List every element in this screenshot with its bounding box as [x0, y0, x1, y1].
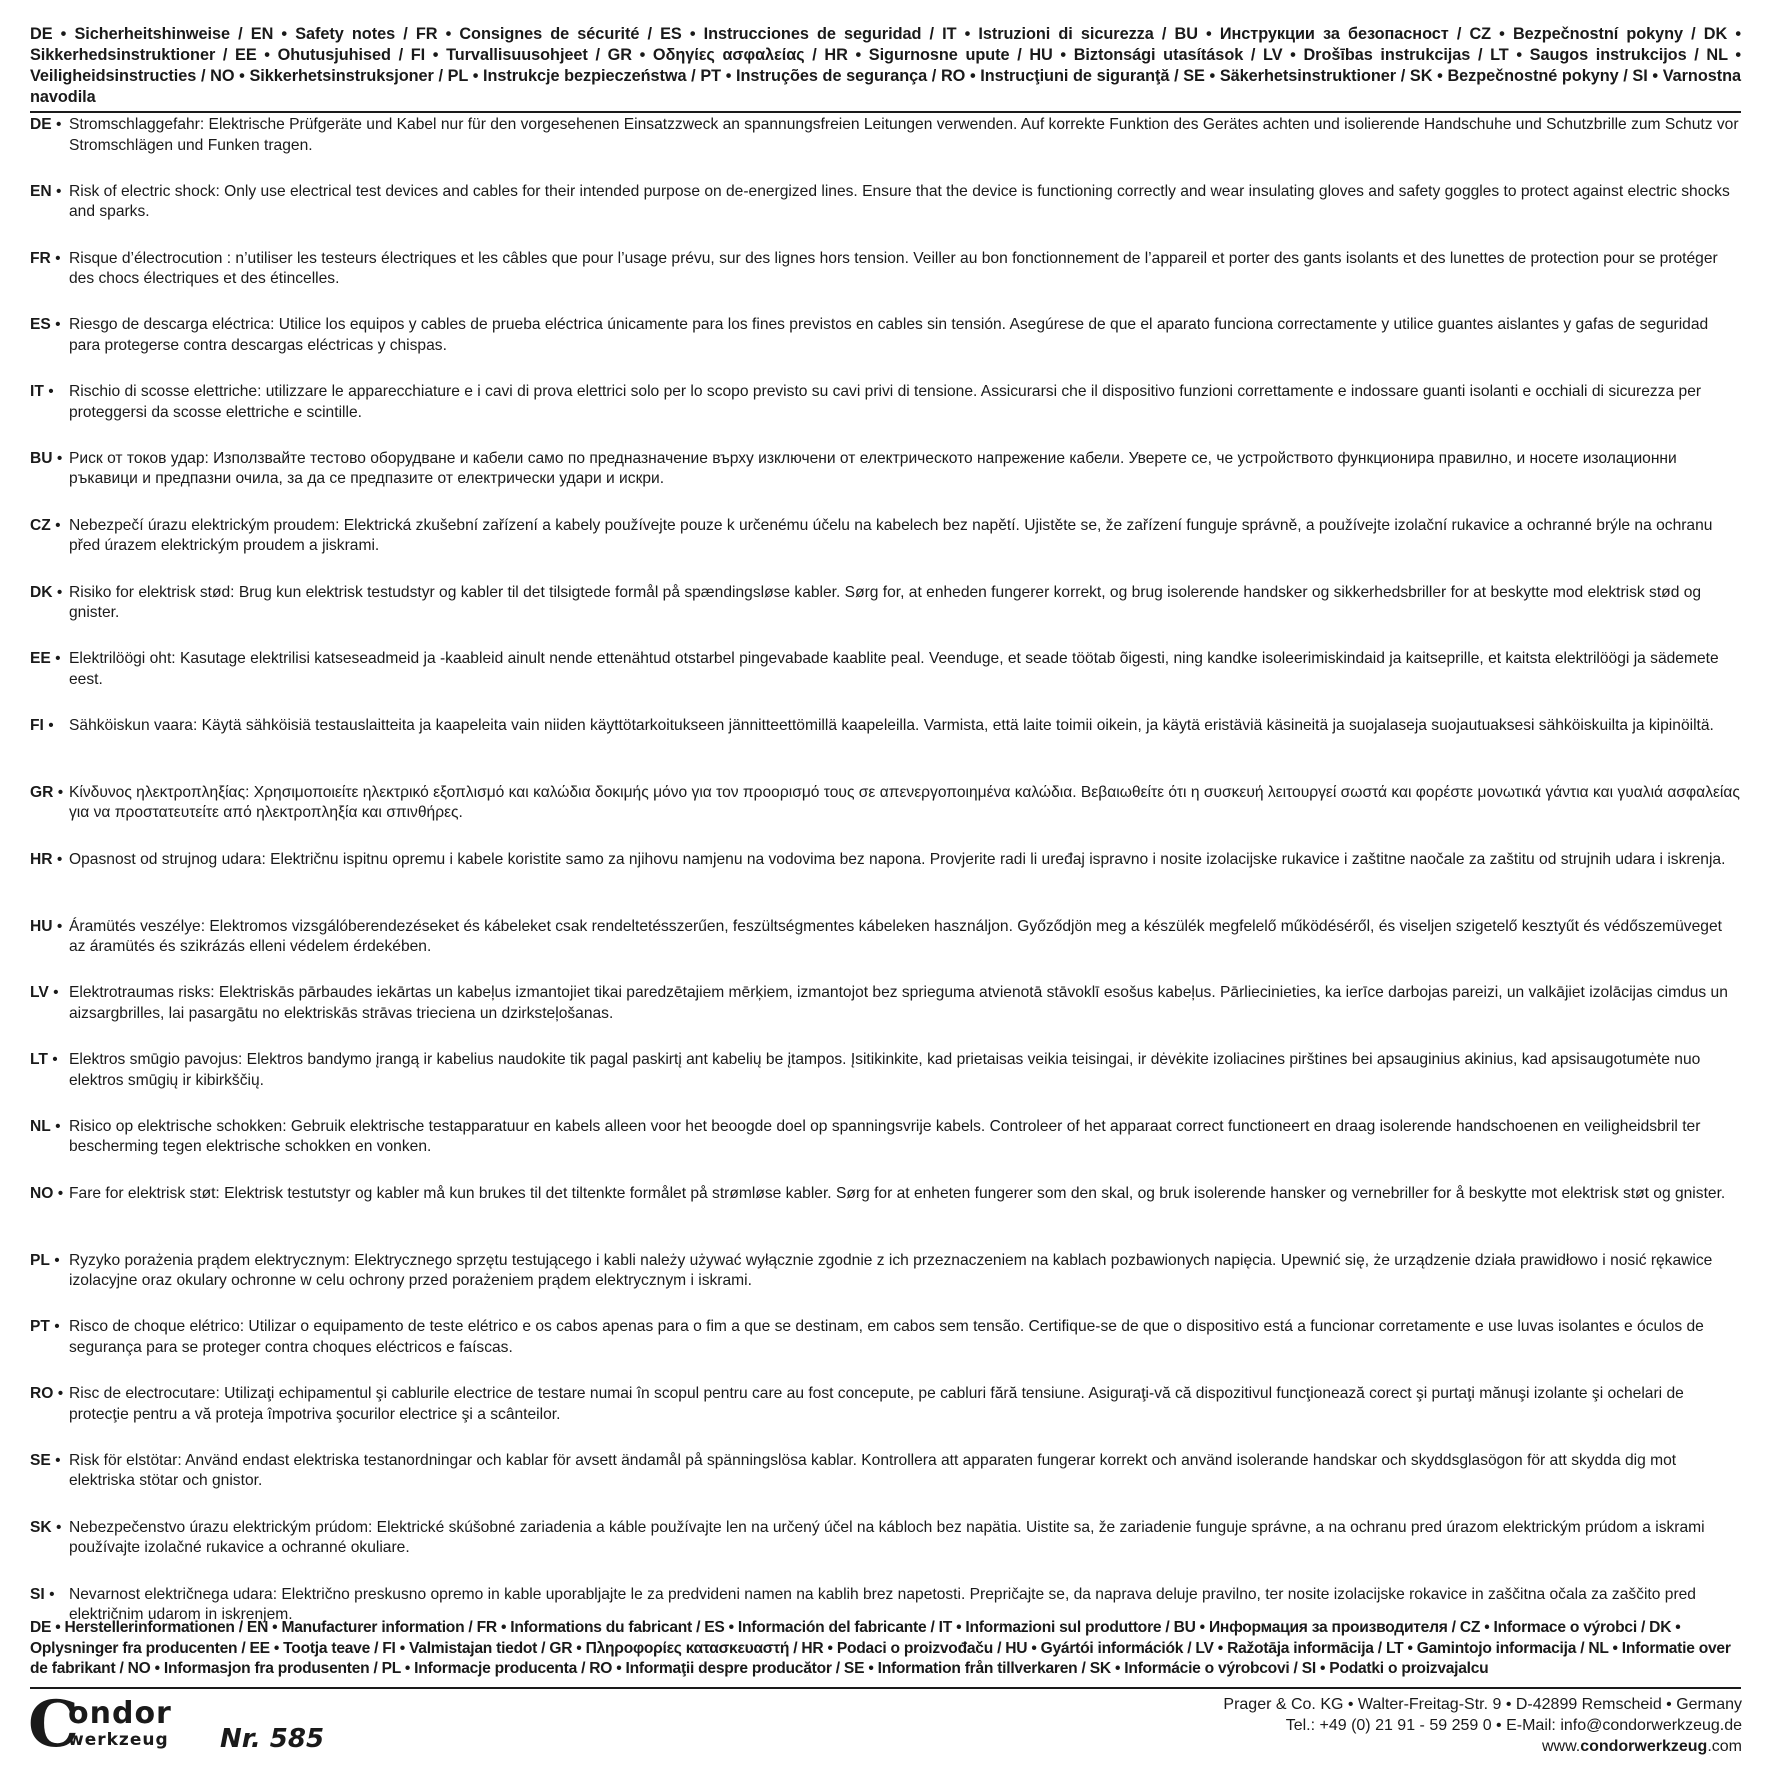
language-code: SE •: [30, 1451, 61, 1469]
safety-note-en: [30, 182, 1741, 249]
safety-note-text: Elektrotraumas risks: Elektriskās pārbaudes iekārtas un kabeļus izmantojiet tikai paredzētajiem mērķiem, izmantojot bez sprieguma atvienotā stāvoklī esošus kabeļus. Pārliecinieties, ka ierīce darbojas pareizi, un valkājiet izolācijas cimdus un aizsargbrilles, lai pasargātu no elektriskās strāvas trieciena un dzirksteļošanas.: [69, 984, 1728, 1022]
safety-note-text: Risque d’électrocution : n’utiliser les testeurs électriques et les câbles que pour l’usage prévu, sur des lignes hors tension. Veiller au bon fonctionnement de l’appareil et porter des gants isolants et des lunettes de protection pour se protéger des chocs électriques et des étincelles.: [69, 249, 1718, 288]
language-code: LT •: [30, 1051, 58, 1069]
safety-note-text: Risco de choque elétrico: Utilizar o equipamento de teste elétrico e os cabos apenas para o fim a que se destinam, em cabos sem tensão. Certifique-se de que o dispositivo está a funcionar corretamente e use luvas isolantes e óculos de segurança para se proteger contra choques eléctricos e faíscas.: [69, 1318, 1704, 1356]
language-code-label: PL: [30, 1251, 50, 1269]
safety-note-text: Elektros smūgio pavojus: Elektros bandymo įrangą ir kabelius naudokite tik pagal paskirtį ant kabelių be įtampos. Įsitikinkite, kad prietaisas veikia teisingai, ir dėvėkite izoliacines pirštines bei apsauginius akinius, kad apsisaugotumėte nuo elektros smūgių ir kibirkščių.: [69, 1051, 1701, 1089]
safety-note-text: Risc de electrocutare: Utilizaţi echipamentul şi cablurile electrice de testare numai în scopul pentru care au fost concepute, pe cabluri fără tensiune. Asiguraţi-vă că dispozitivul funcţionează corect şi purtaţi mănuşi izolante şi ochelari de protecţie pentru a vă proteja împotriva şocurilor electrice şi a scânteilor.: [69, 1385, 1684, 1423]
language-code-label: LV: [30, 984, 49, 1002]
safety-notes-list: [30, 115, 1741, 1651]
language-code: SK •: [30, 1518, 62, 1536]
safety-note-pt: [30, 1317, 1741, 1384]
language-code: DK •: [30, 583, 63, 601]
language-code: HU •: [30, 917, 63, 935]
condor-logo: [28, 1687, 208, 1762]
safety-note-fr: [30, 249, 1741, 316]
header-divider: [30, 111, 1741, 113]
language-code: FI •: [30, 717, 54, 735]
language-code: PL •: [30, 1251, 60, 1269]
safety-note-text: Stromschlaggefahr: Elektrische Prüfgeräte und Kabel nur für den vorgesehenen Einsatzzweck an spannungsfreien Leitungen verwenden. Auf korrekte Funktion des Gerätes achten und isolierende Handschuhe und Schutzbrille zum Schutz vor Stromschlägen und Funken tragen.: [69, 116, 1739, 154]
safety-note-ro: [30, 1384, 1741, 1451]
website-link[interactable]: [1223, 1736, 1742, 1757]
safety-note-text: Fare for elektrisk støt: Elektrisk testutstyr og kabler må kun brukes til det tiltenkte formålet på strømløse kabler. Sørg for at enheten fungerer som den skal, og bruk isolerende hansker og vernebriller for å beskytte mot elektrisk støt og gnister.: [69, 1184, 1726, 1202]
language-code-label: HR: [30, 850, 53, 868]
language-code-label: FR: [30, 249, 51, 267]
language-code-label: BU: [30, 449, 53, 467]
logo-letter: C: [28, 1687, 79, 1762]
safety-note-gr: [30, 783, 1741, 850]
language-code-label: CZ: [30, 516, 51, 534]
safety-note-text: Κίνδυνος ηλεκτροπληξίας: Χρησιμοποιείτε ηλεκτρικό εξοπλισμό και καλώδια δοκιμής μόνο για τον προορισμό τους σε απενεργοποιημένα καλώδια. Βεβαιωθείτε ότι η συσκευή λειτουργεί σωστά και φορέστε μονωτικά γάντια και γυαλιά ασφαλείας για να προστατευτείτε από ηλεκτροπληξία και σπινθήρες.: [69, 783, 1740, 822]
safety-note-dk: [30, 583, 1741, 650]
language-code-label: EN: [30, 182, 52, 200]
language-code-label: LT: [30, 1051, 48, 1069]
safety-note-text: Riesgo de descarga eléctrica: Utilice los equipos y cables de prueba eléctrica únicamente para los fines previstos en cables sin tensión. Asegúrese de que el aparato funciona correctamente y utilice guantes aislantes y gafas de seguridad para protegerse contra descargas eléctricas y chispas.: [69, 316, 1709, 354]
language-code: EN •: [30, 182, 62, 200]
language-code: GR •: [30, 783, 64, 801]
safety-note-text: Risk för elstötar: Använd endast elektriska testanordningar och kablar för avsett ändamål på spänningslösa kablar. Kontrollera att apparaten fungerar korrekt och använd isolerande handskar och skyddsglasögon för att skydda dig mot elektriska stötar och gnistor.: [69, 1451, 1677, 1490]
web-suffix: .com: [1707, 1738, 1742, 1755]
contact-line: Tel.: +49 (0) 21 91 - 59 259 0 • E-Mail: info@condorwerkzeug.de: [1285, 1717, 1742, 1734]
language-code-label: GR: [30, 783, 54, 801]
language-code-label: RO: [30, 1385, 54, 1403]
language-code-label: DK: [30, 583, 53, 601]
web-prefix: www.: [1541, 1738, 1581, 1755]
safety-note-text: Nebezpečenstvo úrazu elektrickým prúdom: Elektrické skúšobné zariadenia a káble používajte len na určený účel na kábloch bez napätia. Uistite sa, že zariadenie funguje správne, a na ochranu pred úrazom elektrickým prúdom a iskrami používajte izolačné rukavice a ochranné okuliare.: [69, 1518, 1705, 1557]
safety-note-it: [30, 382, 1741, 449]
address-line: Prager & Co. KG • Walter-Freitag-Str. 9 • D-42899 Remscheid • Germany: [1223, 1696, 1742, 1713]
safety-note-lv: [30, 983, 1741, 1050]
safety-note-de: [30, 115, 1741, 182]
logo-word: ondor: [68, 1696, 172, 1731]
footer-divider: [30, 1687, 1741, 1689]
language-code: BU •: [30, 449, 63, 467]
language-code-label: DE: [30, 116, 52, 133]
safety-note-text: Elektrilöögi oht: Kasutage elektrilisi katseseadmeid ja -kaableid ainult nende ettenähtud otstarbel pingevabade kaablite peal. Veenduge, et seade töötab õigesti, ning kandke isoleerimiskindaid ja kaitseprille, et kaitsta elektrilöögi ja sädemete eest.: [69, 650, 1719, 688]
language-code-label: SI: [30, 1585, 45, 1603]
safety-sheet: [30, 24, 1741, 1651]
language-code-label: NL: [30, 1117, 51, 1135]
safety-note-no: [30, 1184, 1741, 1251]
safety-note-text: Nebezpečí úrazu elektrickým proudem: Elektrická zkušební zařízení a kabely používejte pouze k určenému účelu na kabelech bez napětí. Ujistěte se, že zařízení funguje správně, a používejte izolační rukavice a ochranné brýle na ochranu před úrazem elektrickým proudem a jiskrami.: [69, 516, 1713, 555]
language-code: FR •: [30, 249, 61, 267]
language-code-label: HU: [30, 917, 53, 935]
web-domain: condorwerkzeug: [1580, 1738, 1708, 1755]
safety-note-text: Opasnost od strujnog udara: Električnu ispitnu opremu i kabele koristite samo za njihovu namjenu na vodovima bez napona. Provjerite radi li uređaj ispravno i nosite izolacijske rukavice i zaštitne naočale za zaštitu od strujnih udara i iskrenja.: [69, 850, 1726, 868]
language-code-label: ES: [30, 316, 51, 334]
language-code: LV •: [30, 984, 59, 1002]
safety-note-text: Риск от токов удар: Използвайте тестово оборудване и кабели само по предназначение върху изключени от електрическото напрежение кабели. Уверете се, че устройството функционира правилно, и носете изолационни ръкавици и предпазни очила, за да се предпазите от електрически удари и искри.: [69, 449, 1677, 488]
safety-note-ee: [30, 649, 1741, 716]
logo-subtitle: werkzeug: [68, 1730, 169, 1750]
language-code: ES •: [30, 316, 61, 334]
safety-note-se: [30, 1451, 1741, 1518]
language-code: IT •: [30, 383, 54, 401]
safety-note-hr: [30, 850, 1741, 917]
safety-note-cz: [30, 516, 1741, 583]
safety-note-pl: [30, 1251, 1741, 1318]
language-code-label: PT: [30, 1318, 50, 1336]
safety-note-text: Áramütés veszélye: Elektromos vizsgálóberendezéseket és kábeleket csak rendeltetésszerűen, feszültségmentes kábeleken használjon. Győződjön meg a készülék megfelelő működéséről, és viseljen szigetelő kesztyűt és védőszemüveget az áramütés és szikrázás elleni védelem érdekében.: [69, 917, 1722, 956]
language-code-label: IT: [30, 383, 44, 401]
safety-note-text: Risiko for elektrisk stød: Brug kun elektrisk testudstyr og kabler til det tilsigtede formål på spændingsløse kabler. Sørg for, at enheden fungerer korrekt, og brug isolerende handsker og sikkerhedsbriller for at beskytte mod elektrisk stød og gnister.: [69, 583, 1702, 622]
language-code: DE •: [30, 116, 62, 133]
language-code-label: NO: [30, 1184, 54, 1202]
safety-note-hu: [30, 917, 1741, 984]
safety-note-es: [30, 315, 1741, 382]
language-code-label: EE: [30, 650, 51, 668]
safety-note-nl: [30, 1117, 1741, 1184]
language-code: CZ •: [30, 516, 61, 534]
safety-note-text: Sähköiskun vaara: Käytä sähköisiä testauslaitteita ja kaapeleita vain niiden käyttötarkoitukseen jännitteettömillä kaapeleilla. Varmista, että laite toimii oikein, ja käytä eristäviä käsineitä ja suojalaseja suojautuaksesi sähköiskuilta ja kipinöiltä.: [69, 717, 1714, 735]
safety-note-sk: [30, 1518, 1741, 1585]
language-code: NL •: [30, 1117, 61, 1135]
manufacturer-address: [1223, 1694, 1742, 1757]
safety-note-text: Nevarnost električnega udara: Električno preskusno opremo in kable uporabljajte le za predvideni namen na kablih brez napetosti. Prepričajte se, da naprava deluje pravilno, ter nosite izolacijske rokavice in zaščitna očala za zaščito pred električnim udarom in iskrenjem.: [69, 1585, 1696, 1624]
language-code: SI •: [30, 1585, 55, 1603]
safety-note-text: Ryzyko porażenia prądem elektrycznym: Elektrycznego sprzętu testującego i kabli należy używać wyłącznie zgodnie z ich przeznaczeniem na kablach pozbawionych napięcia. Upewnić się, że urządzenie działa prawidłowo i nosić rękawice izolacyjne oraz okulary ochronne w celu ochrony przed porażeniem prądem elektrycznym i iskrami.: [69, 1251, 1713, 1290]
language-code: PT •: [30, 1318, 60, 1336]
safety-note-text: Risk of electric shock: Only use electrical test devices and cables for their intended purpose on de-energized lines. Ensure that the device is functioning correctly and wear insulating gloves and safety goggles to protect against electric shocks and sparks.: [69, 182, 1730, 221]
safety-note-bu: [30, 449, 1741, 516]
language-code: RO •: [30, 1385, 64, 1403]
safety-note-text: Risico op elektrische schokken: Gebruik elektrische testapparatuur en kabels alleen voor het beoogde doel op spanningsvrije kabels. Controleer of het apparaat correct functioneert en draag isolerende handschoenen en veiligheidsbril ter bescherming tegen elektrische schokken en vonken.: [69, 1117, 1701, 1156]
language-code: HR •: [30, 850, 63, 868]
language-code: NO •: [30, 1184, 64, 1202]
manufacturer-info-header: DE • Herstellerinformationen / EN • Manufacturer information / FR • Informations du fabricant / ES • Información del fabricante / IT • Informazioni sul produttore / BU • Информация за производителя / CZ • Informace o výrobci / DK • Oplysninger fra producenten / EE • Tootja teave / FI • Valmistajan tiedot / GR • Πληροφορίες κατασκευαστή / HR • Podaci o proizvođaču / HU • Gyártói információk / LV • Ražotāja informācija / LT • Gamintojo informacija / NL • Informatie over de fabrikant / NO • Informasjon fra produsenten / PL • Informacje producenta / RO • Informaţii despre producător / SE • Information från tillverkaren / SK • Informácie o výrobcovi / SI • Podatki o proizvajalcu: [30, 1619, 1731, 1677]
language-code-label: SK: [30, 1518, 52, 1536]
product-number: Nr. 585: [220, 1724, 325, 1754]
safety-header: DE • Sicherheitshinweise / EN • Safety notes / FR • Consignes de sécurité / ES • Instrucciones de seguridad / IT • Istruzioni di sicurezza / BU • Инструкции за безопасност / CZ • Bezpečnostní pokyny / DK • Sikkerhedsinstruktioner / EE • Ohutusjuhised / FI • Turvallisuusohjeet / GR • Οδηγίες ασφαλείας / HR • Sigurnosne upute / HU • Biztonsági utasítások / LV • Drošības instrukcijas / LT • Saugos instrukcijos / NL • Veiligheidsinstructies / NO • Sikkerhetsinstruksjoner / PL • Instrukcje bezpieczeństwa / PT • Instruções de segurança / RO • Instrucţiuni de siguranţă / SE • Säkerhetsinstruktioner / SK • Bezpečnostné pokyny / SI • Varnostna navodila: [30, 25, 1741, 106]
language-code-label: FI: [30, 717, 44, 735]
safety-note-text: Rischio di scosse elettriche: utilizzare le apparecchiature e i cavi di prova elettrici solo per lo scopo previsto su cavi privi di tensione. Assicurarsi che il dispositivo funzioni correttamente e indossare guanti isolanti e occhiali di sicurezza per proteggersi da scosse elettriche e scintille.: [69, 383, 1702, 421]
language-code-label: SE: [30, 1451, 51, 1469]
safety-note-fi: [30, 716, 1741, 783]
safety-note-lt: [30, 1050, 1741, 1117]
language-code: EE •: [30, 650, 61, 668]
